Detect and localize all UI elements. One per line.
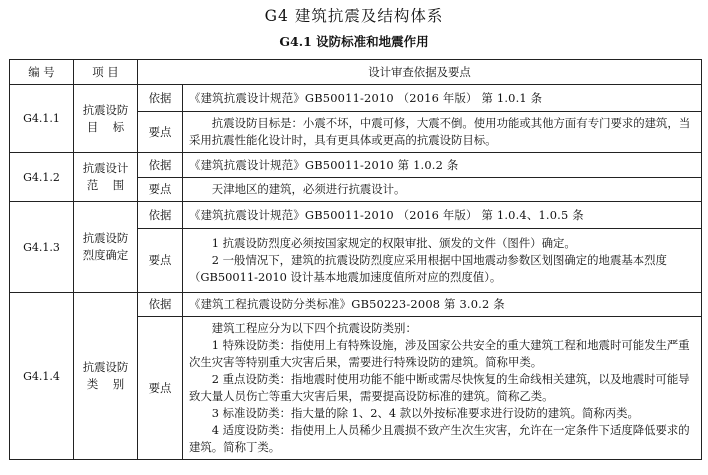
basis-label: 依据: [138, 202, 183, 229]
row-number: G4.1.4: [10, 293, 74, 460]
points-text: [183, 112, 702, 153]
row-item-line2: 目 标: [86, 119, 125, 134]
row-item-line1: 抗震设防: [82, 102, 129, 117]
basis-text: 《建筑工程抗震设防分类标准》GB50223-2008 第 3.0.2 条: [183, 293, 702, 317]
points-paragraph-1: 1 抗震设防烈度必须按国家规定的权限审批、颁发的文件（图件）确定。: [211, 236, 576, 250]
table-row: [10, 202, 702, 229]
points-paragraph-1: 1 特殊设防类：指使用上有特殊设施，涉及国家公共安全的重大建筑工程和地震时可能发生严重次生灾害等特别重大灾害后果，需要进行特殊设防的建筑。简称甲类。: [189, 338, 690, 369]
row-item: [74, 293, 138, 460]
points-label: 要点: [138, 229, 183, 293]
row-item: [74, 85, 138, 153]
header-item: 项 目: [74, 60, 138, 85]
basis-text: 《建筑抗震设计规范》GB50011-2010 （2016 年版） 第 1.0.1 条: [183, 85, 702, 112]
chapter-title: G4 建筑抗震及结构体系: [264, 7, 444, 25]
row-number: G4.1.3: [10, 202, 74, 293]
table-row: [10, 153, 702, 178]
points-label: 要点: [138, 178, 183, 202]
points-text: [183, 178, 702, 202]
points-paragraph: 抗震设防目标是：小震不坏，中震可修，大震不倒。使用功能或其他方面有专门要求的建筑，当采用抗震性能化设计时，具有更具体或更高的抗震设防目标。: [189, 116, 691, 147]
table-row: [10, 293, 702, 317]
points-intro: 建筑工程应分为以下四个抗震设防类别：: [211, 321, 417, 335]
points-label: 要点: [138, 317, 183, 460]
points-text: [183, 229, 702, 293]
points-paragraph-2: 2 重点设防类：指地震时使用功能不能中断或需尽快恢复的生命线相关建筑，以及地震时可能导致大量人员伤亡等重大灾害后果，需要提高设防标准的建筑。简称乙类。: [189, 372, 690, 403]
points-label: 要点: [138, 112, 183, 153]
section-title: G4.1 设防标准和地震作用: [279, 34, 429, 49]
points-paragraph: 天津地区的建筑，必须进行抗震设计。: [211, 182, 406, 196]
basis-label: 依据: [138, 153, 183, 178]
header-content: 设计审查依据及要点: [138, 60, 702, 85]
row-item-line1: 抗震设防: [82, 231, 129, 245]
table-row: [10, 85, 702, 112]
basis-text: 《建筑抗震设计规范》GB50011-2010 （2016 年版） 第 1.0.4、1.0.5 条: [183, 202, 702, 229]
points-paragraph-2: 2 一般情况下，建筑的抗震设防烈度应采用根据中国地震动参数区划图确定的地震基本烈度（GB50011-2010 设计基本地震加速度值所对应的烈度值）。: [189, 253, 667, 284]
header-number: 编 号: [10, 60, 74, 85]
row-item: [74, 153, 138, 202]
points-paragraph-3: 3 标准设防类：指大量的除 1、2、4 款以外按标准要求进行设防的建筑。简称丙类。: [211, 406, 639, 420]
points-paragraph-4: 4 适度设防类：指使用上人员稀少且震损不致产生次生灾害，允许在一定条件下适度降低要求的建筑。简称丁类。: [189, 423, 690, 454]
row-item-line1: 抗震设防: [82, 360, 129, 374]
row-item: [74, 202, 138, 293]
basis-text: 《建筑抗震设计规范》GB50011-2010 第 1.0.2 条: [183, 153, 702, 178]
review-table: [9, 59, 702, 460]
points-text: [183, 317, 702, 460]
row-item-line2: 烈度确定: [82, 248, 129, 262]
row-number: G4.1.2: [10, 153, 74, 202]
row-number: G4.1.1: [10, 85, 74, 153]
basis-label: 依据: [138, 85, 183, 112]
row-item-line2: 类 别: [86, 377, 125, 391]
basis-label: 依据: [138, 293, 183, 317]
header-row: [10, 60, 702, 85]
row-item-line1: 抗震设计: [82, 161, 129, 175]
row-item-line2: 范 围: [86, 178, 125, 192]
